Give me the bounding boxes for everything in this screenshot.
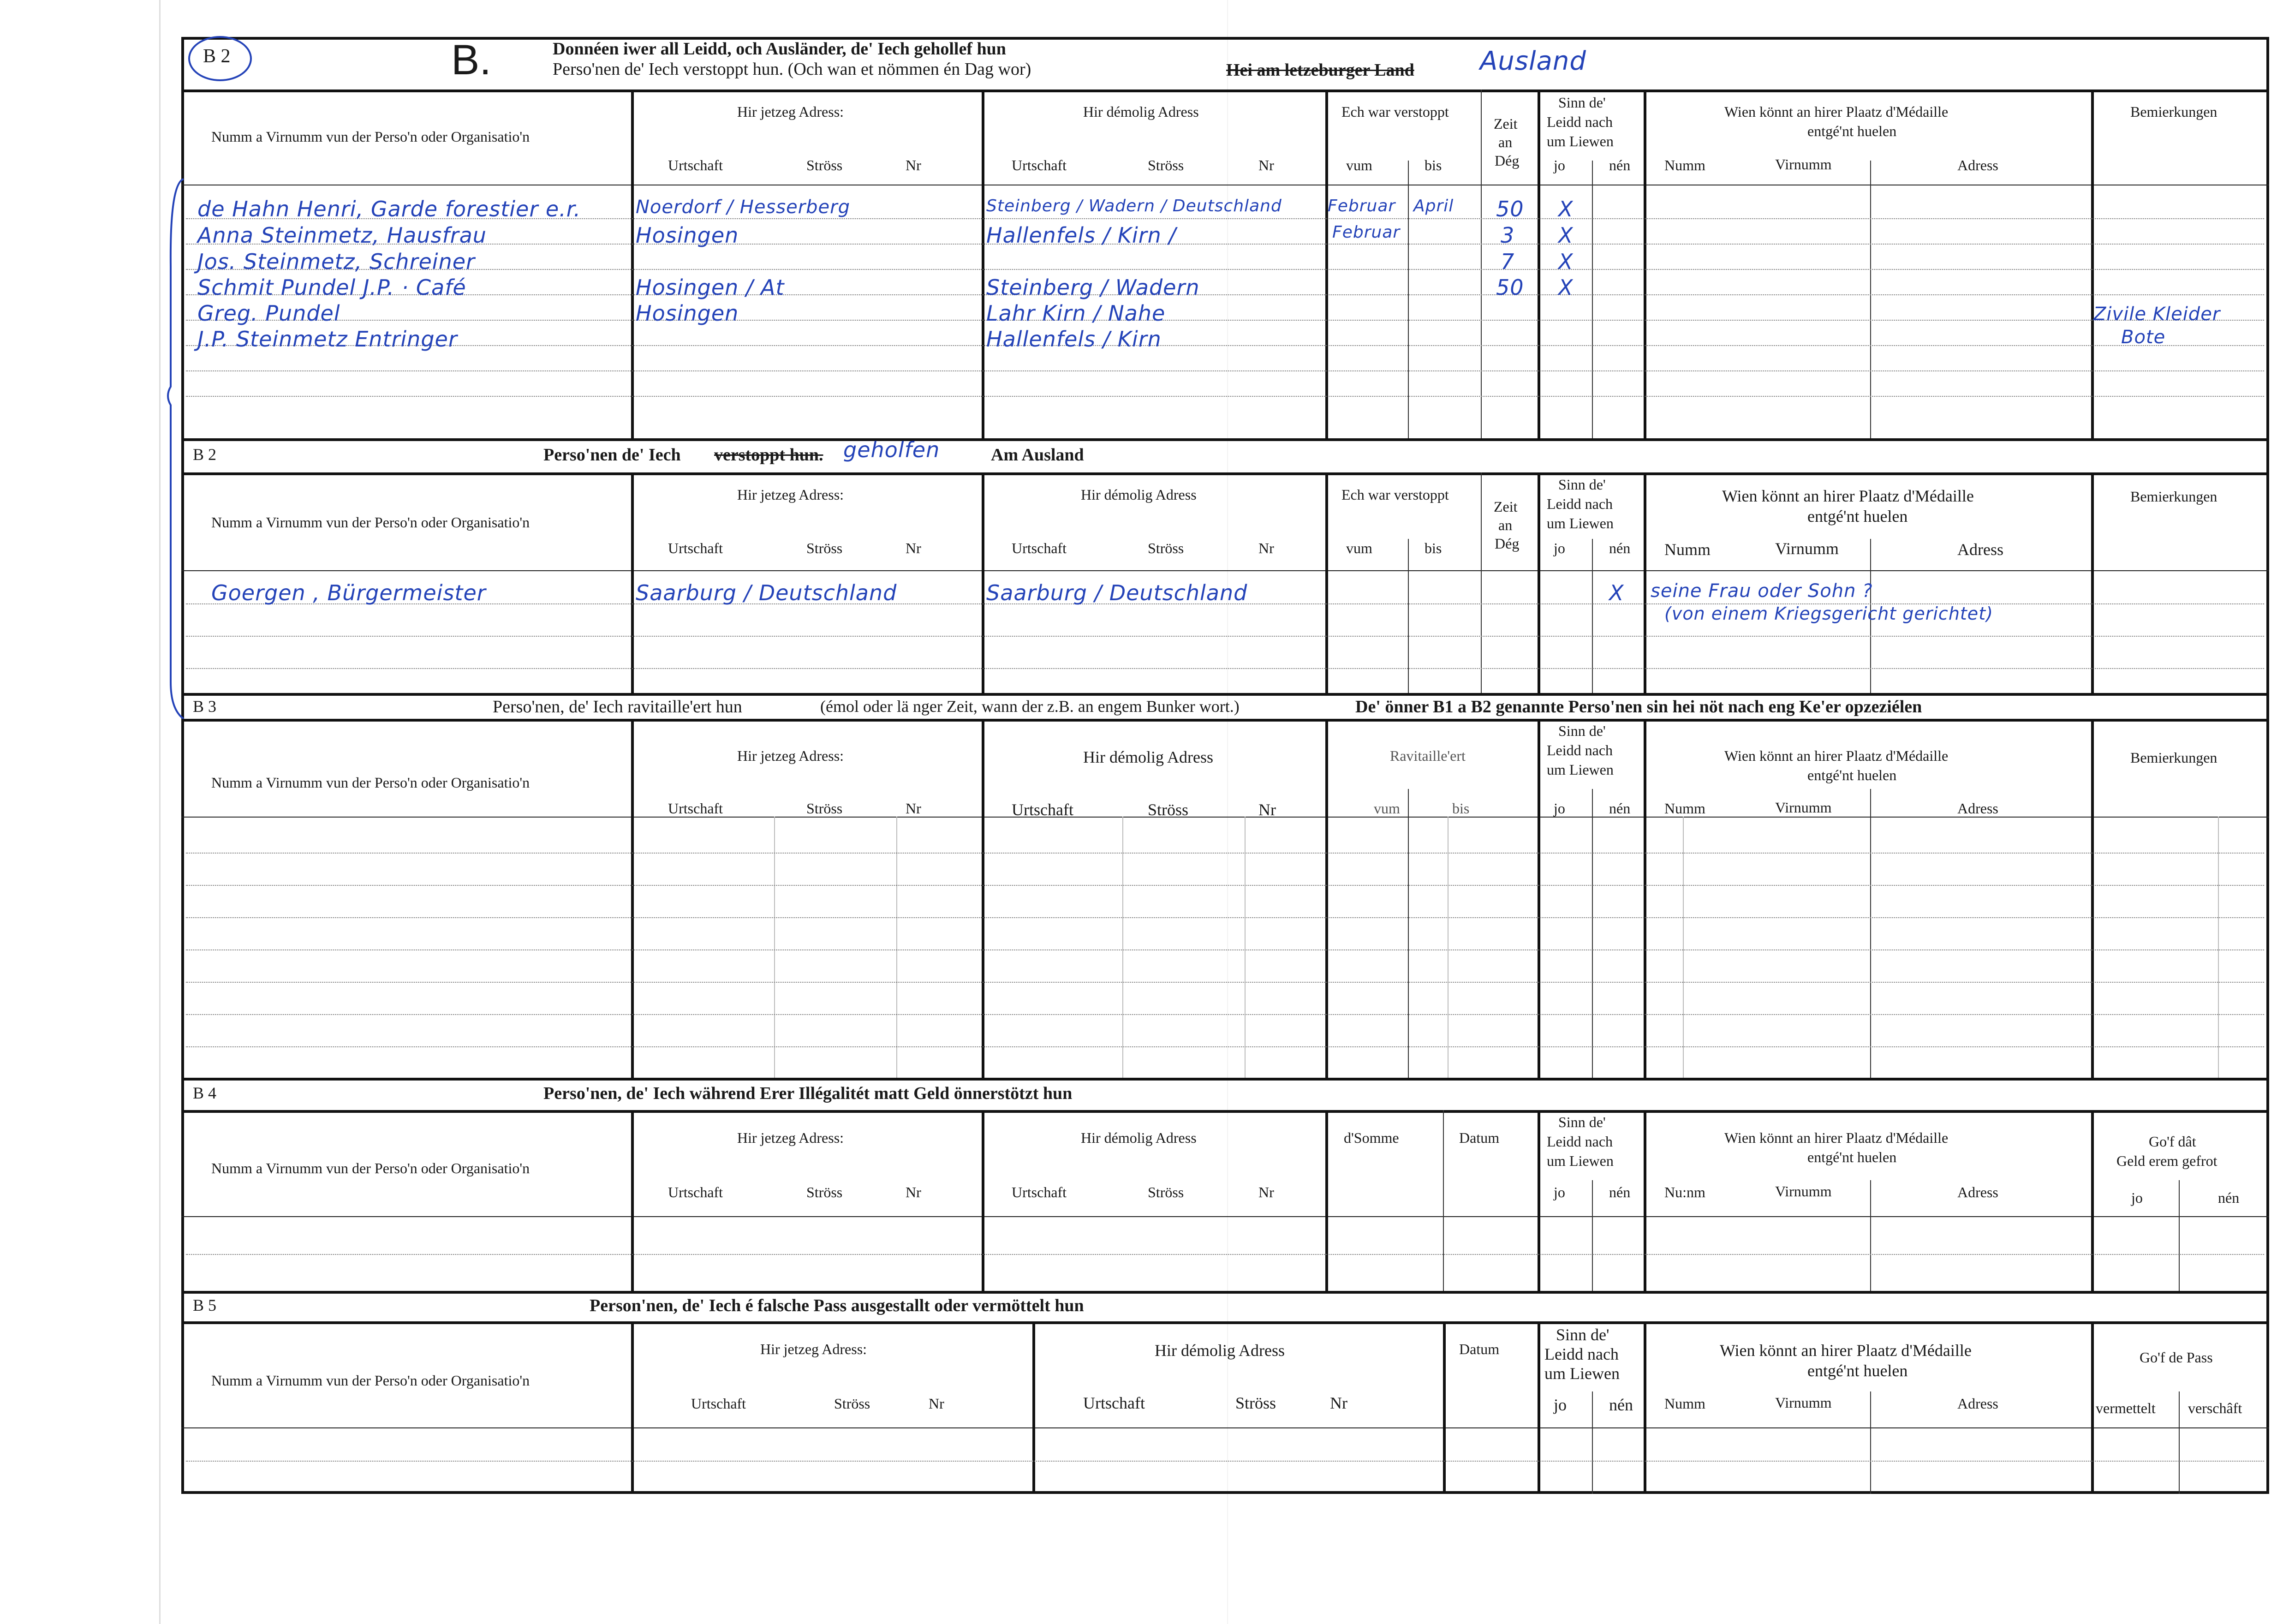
- b5-adress: Adress: [1957, 1395, 1998, 1412]
- b1-row-3-zeit: 7: [1501, 249, 1515, 274]
- b5-sinn-3: um Liewen: [1544, 1364, 1620, 1383]
- b1-row-1-jo: X: [1558, 197, 1574, 221]
- b3-former-urtschaft: Urtschaft: [1012, 800, 1073, 819]
- intro-line-2: Perso'nen de' Iech verstoppt hun. (Och wan et nömmen én Dag wor): [553, 60, 1031, 79]
- b1-sinn-3: um Liewen: [1547, 133, 1614, 149]
- b5-nen: nén: [1609, 1396, 1633, 1414]
- b2-remarks: Bemierkungen: [2130, 488, 2217, 505]
- b3-numm: Numm: [1664, 800, 1705, 817]
- b2-hidden-header: Ech war verstoppt: [1341, 486, 1449, 503]
- b3-code: B 3: [193, 697, 217, 716]
- b1-remarks: Bemierkungen: [2130, 103, 2217, 120]
- b2-title-struck: verstoppt hun.: [714, 445, 823, 465]
- b2-former-stross: Ströss: [1148, 540, 1184, 556]
- b4-name-header: Numm a Virnumm vun der Perso'n oder Organisatio'n: [211, 1160, 530, 1176]
- b4-gof-jo: jo: [2131, 1189, 2143, 1206]
- b4-virnumm: Virnumm: [1775, 1183, 1832, 1200]
- b1-bis: bis: [1425, 157, 1442, 173]
- b3-medal-2: entgé'nt huelen: [1807, 767, 1897, 783]
- form-border: [181, 37, 2269, 1494]
- b3-sinn-3: um Liewen: [1547, 761, 1614, 778]
- b5-sinn-1: Sinn de': [1556, 1325, 1609, 1344]
- b3-cur-stross: Ströss: [806, 800, 843, 817]
- b1-name-header: Numm a Virnumm vun der Perso'n oder Organisatio'n: [211, 128, 530, 145]
- b5-virnumm: Virnumm: [1775, 1394, 1832, 1411]
- b4-cur-nr: Nr: [906, 1184, 921, 1200]
- b1-former-stross: Ströss: [1148, 157, 1184, 173]
- b4-former-urtschaft: Urtschaft: [1012, 1184, 1067, 1200]
- b2-sinn-2: Leidd nach: [1547, 496, 1613, 512]
- b1-cur-stross: Ströss: [806, 157, 843, 173]
- b2-code: B 2: [193, 445, 217, 464]
- b1-row-2-former: Hallenfels / Kirn /: [986, 223, 1176, 248]
- b4-gof-geld-1: Go'f dât: [2149, 1133, 2196, 1150]
- b2-cur-stross: Ströss: [806, 540, 843, 556]
- b1-row-2-zeit: 3: [1501, 223, 1515, 248]
- b1-row-5-name: Greg. Pundel: [197, 301, 340, 326]
- b3-bis: bis: [1452, 800, 1470, 817]
- b3-cur-address: Hir jetzeg Adress:: [737, 747, 844, 764]
- b3-former-address: Hir démolig Adress: [1083, 748, 1213, 766]
- b4-gof-geld-2: Geld erem gefrot: [2116, 1152, 2217, 1169]
- b1-adress: Adress: [1957, 157, 1998, 173]
- b3-cur-urtschaft: Urtschaft: [668, 800, 723, 817]
- b4-code: B 4: [193, 1084, 217, 1102]
- b5-cur-address: Hir jetzeg Adress:: [760, 1341, 867, 1357]
- b1-row-4-jo: X: [1558, 275, 1574, 300]
- b3-former-nr: Nr: [1258, 800, 1276, 819]
- b5-gof-pass: Go'f de Pass: [2140, 1349, 2213, 1366]
- b2-medal-2: entgé'nt huelen: [1807, 507, 1908, 525]
- b1-sinn-2: Leidd nach: [1547, 113, 1613, 130]
- b1-medal-2: entgé'nt huelen: [1807, 123, 1897, 139]
- b1-jo: jo: [1554, 157, 1565, 173]
- intro-line-1: Donnéen iwer all Leidd, och Ausländer, de' Iech gehollef hun: [553, 39, 1006, 59]
- b1-medal-1: Wien könnt an hirer Plaatz d'Médaille: [1724, 103, 1949, 120]
- b2-row-nen: X: [1609, 580, 1624, 605]
- b1-row-1-zeit: 50: [1496, 197, 1524, 221]
- b4-cur-address: Hir jetzeg Adress:: [737, 1129, 844, 1146]
- b4-adress: Adress: [1957, 1184, 1998, 1200]
- b4-somme: d'Somme: [1344, 1129, 1399, 1146]
- b5-cur-urtschaft: Urtschaft: [691, 1395, 746, 1412]
- b4-datum: Datum: [1459, 1129, 1500, 1146]
- b2-medal-1: Wien könnt an hirer Plaatz d'Médaille: [1722, 487, 1974, 505]
- b1-vum: vum: [1346, 157, 1372, 173]
- b4-sinn-1: Sinn de': [1558, 1114, 1606, 1130]
- b3-title-a: Perso'nen, de' Iech ravitaille'ert hun: [493, 697, 742, 716]
- b3-remarks: Bemierkungen: [2130, 749, 2217, 766]
- b2-bis: bis: [1425, 540, 1442, 556]
- b4-sinn-2: Leidd nach: [1547, 1133, 1613, 1150]
- b3-adress: Adress: [1957, 800, 1998, 817]
- b3-name-header: Numm a Virnumm vun der Perso'n oder Organisatio'n: [211, 774, 530, 791]
- b3-ravitaillert: Ravitaille'ert: [1390, 747, 1466, 764]
- b5-code: B 5: [193, 1296, 217, 1314]
- b1-row-1-cur: Noerdorf / Hesserberg: [636, 197, 851, 218]
- b2-former-urtschaft: Urtschaft: [1012, 540, 1067, 556]
- b2-title-hw: geholfen: [843, 437, 940, 462]
- b2-former-nr: Nr: [1258, 540, 1274, 556]
- b4-title: Perso'nen, de' Iech während Erer Illégalitét matt Geld önnerstötzt hun: [543, 1084, 1073, 1103]
- b1-zeit-3: Dég: [1495, 152, 1520, 169]
- b3-jo: jo: [1554, 800, 1565, 817]
- b2-title-b: Am Ausland: [991, 445, 1084, 465]
- b1-row-3-name: Jos. Steinmetz, Schreiner: [197, 249, 475, 274]
- b5-verschaft: verschâft: [2188, 1400, 2242, 1416]
- b1-remark-1: Zivile Kleider: [2093, 304, 2221, 325]
- b4-nen: nén: [1609, 1184, 1631, 1200]
- b3-sinn-1: Sinn de': [1558, 722, 1606, 739]
- b4-sinn-3: um Liewen: [1547, 1152, 1614, 1169]
- b5-name-header: Numm a Virnumm vun der Perso'n oder Organisatio'n: [211, 1372, 530, 1389]
- b5-cur-nr: Nr: [929, 1395, 944, 1412]
- b3-title-c: De' önner B1 a B2 genannte Perso'nen sin hei nöt nach eng Ke'er opzeziélen: [1355, 697, 1922, 716]
- b4-gof-nen: nén: [2218, 1189, 2240, 1206]
- b2-cur-address: Hir jetzeg Adress:: [737, 486, 844, 503]
- form-sheet: [161, 27, 2271, 1508]
- b4-medal-2: entgé'nt huelen: [1807, 1149, 1897, 1165]
- b1-former-address: Hir démolig Adress: [1083, 103, 1199, 120]
- b2-zeit-2: an: [1498, 517, 1513, 533]
- b1-cur-address: Hir jetzeg Adress:: [737, 103, 844, 120]
- b3-medal-1: Wien könnt an hirer Plaatz d'Médaille: [1724, 747, 1949, 764]
- b1-virnumm: Virnumm: [1775, 156, 1832, 173]
- b2-row-name: Goergen , Bürgermeister: [211, 580, 486, 605]
- b4-cur-stross: Ströss: [806, 1184, 843, 1200]
- intro-handwritten: Ausland: [1480, 46, 1586, 76]
- b5-title: Person'nen, de' Iech é falsche Pass ausgestallt oder vermöttelt hun: [590, 1296, 1084, 1315]
- b5-numm: Numm: [1664, 1395, 1705, 1412]
- b1-row-2-vum: Februar: [1332, 223, 1401, 242]
- b2-adress: Adress: [1957, 540, 2003, 559]
- b5-sinn-2: Leidd nach: [1544, 1345, 1619, 1363]
- b4-cur-urtschaft: Urtschaft: [668, 1184, 723, 1200]
- b1-row-4-name: Schmit Pundel J.P. · Café: [197, 275, 466, 300]
- b2-numm: Numm: [1664, 540, 1711, 559]
- b1-row-3-jo: X: [1558, 249, 1574, 274]
- b1-row-4-cur: Hosingen / At: [636, 275, 785, 300]
- b3-cur-nr: Nr: [906, 800, 921, 817]
- b5-cur-stross: Ströss: [834, 1395, 870, 1412]
- margin-bracket: [161, 174, 188, 728]
- b1-zeit-1: Zeit: [1494, 115, 1518, 132]
- b1-hidden-header: Ech war verstoppt: [1341, 103, 1449, 120]
- b5-datum: Datum: [1459, 1341, 1500, 1357]
- b5-former-urtschaft: Urtschaft: [1083, 1394, 1145, 1412]
- b3-former-stross: Ströss: [1148, 800, 1189, 819]
- b5-jo: jo: [1554, 1396, 1567, 1414]
- b1-row-6-former: Hallenfels / Kirn: [986, 327, 1162, 352]
- b1-sinn-1: Sinn de': [1558, 94, 1606, 111]
- b5-former-address: Hir démolig Adress: [1155, 1341, 1285, 1360]
- b1-row-1-bis: April: [1413, 197, 1454, 215]
- b2-jo: jo: [1554, 540, 1565, 556]
- b1-row-1-name: de Hahn Henri, Garde forestier e.r.: [197, 197, 581, 221]
- b5-medal-2: entgé'nt huelen: [1807, 1361, 1908, 1380]
- b2-row-cur: Saarburg / Deutschland: [636, 580, 897, 605]
- b1-row-4-zeit: 50: [1496, 275, 1524, 300]
- b2-former-address: Hir démolig Adress: [1081, 486, 1197, 503]
- b1-row-2-jo: X: [1558, 223, 1574, 248]
- b1-former-urtschaft: Urtschaft: [1012, 157, 1067, 173]
- b1-row-2-name: Anna Steinmetz, Hausfrau: [197, 223, 487, 248]
- section-letter: B.: [451, 36, 491, 84]
- b3-virnumm: Virnumm: [1775, 799, 1832, 816]
- b5-former-nr: Nr: [1330, 1394, 1347, 1412]
- b1-remark-2: Bote: [2121, 327, 2166, 348]
- b5-former-stross: Ströss: [1235, 1394, 1276, 1412]
- b3-title-b: (émol oder lä nger Zeit, wann der z.B. an engem Bunker wort.): [820, 697, 1240, 716]
- b4-former-address: Hir démolig Adress: [1081, 1129, 1197, 1146]
- b1-former-nr: Nr: [1258, 157, 1274, 173]
- intro-struck: Hei am letzeburger Land: [1226, 60, 1414, 80]
- b5-vermettelt: vermettelt: [2096, 1400, 2156, 1416]
- b1-row-5-cur: Hosingen: [636, 301, 739, 326]
- b1-numm: Numm: [1664, 157, 1705, 173]
- b1-row-6-name: J.P. Steinmetz Entringer: [197, 327, 458, 352]
- b3-nen: nén: [1609, 800, 1631, 817]
- b3-sinn-2: Leidd nach: [1547, 742, 1613, 758]
- b1-cur-nr: Nr: [906, 157, 921, 173]
- b4-medal-1: Wien könnt an hirer Plaatz d'Médaille: [1724, 1129, 1949, 1146]
- b2-row-medal-1: seine Frau oder Sohn ?: [1651, 580, 1873, 602]
- b2-virnumm: Virnumm: [1775, 539, 1839, 558]
- b4-numm: Nu:nm: [1664, 1184, 1705, 1200]
- b1-row-1-former: Steinberg / Wadern / Deutschland: [986, 197, 1282, 215]
- b2-sinn-1: Sinn de': [1558, 476, 1606, 493]
- b2-cur-nr: Nr: [906, 540, 921, 556]
- b2-vum: vum: [1346, 540, 1372, 556]
- b2-zeit-3: Dég: [1495, 535, 1520, 552]
- b4-former-nr: Nr: [1258, 1184, 1274, 1200]
- b2-name-header: Numm a Virnumm vun der Perso'n oder Organisatio'n: [211, 514, 530, 531]
- b2-nen: nén: [1609, 540, 1631, 556]
- b1-nen: nén: [1609, 157, 1631, 173]
- b4-former-stross: Ströss: [1148, 1184, 1184, 1200]
- b2-sinn-3: um Liewen: [1547, 515, 1614, 531]
- b1-cur-urtschaft: Urtschaft: [668, 157, 723, 173]
- b1-row-1-vum: Februar: [1328, 197, 1396, 215]
- b1-zeit-2: an: [1498, 134, 1513, 150]
- badge-text: B 2: [203, 46, 231, 67]
- b2-zeit-1: Zeit: [1494, 498, 1518, 515]
- b1-row-5-former: Lahr Kirn / Nahe: [986, 301, 1166, 326]
- b1-row-4-former: Steinberg / Wadern: [986, 275, 1200, 300]
- b1-row-2-cur: Hosingen: [636, 223, 739, 248]
- b4-jo: jo: [1554, 1184, 1565, 1200]
- b2-row-former: Saarburg / Deutschland: [986, 580, 1248, 605]
- b2-row-medal-2: (von einem Kriegsgericht gerichtet): [1664, 603, 1993, 624]
- b5-medal-1: Wien könnt an hirer Plaatz d'Médaille: [1720, 1341, 1972, 1360]
- b3-vum: vum: [1374, 800, 1400, 817]
- b2-cur-urtschaft: Urtschaft: [668, 540, 723, 556]
- b2-title-a: Perso'nen de' Iech: [543, 445, 681, 465]
